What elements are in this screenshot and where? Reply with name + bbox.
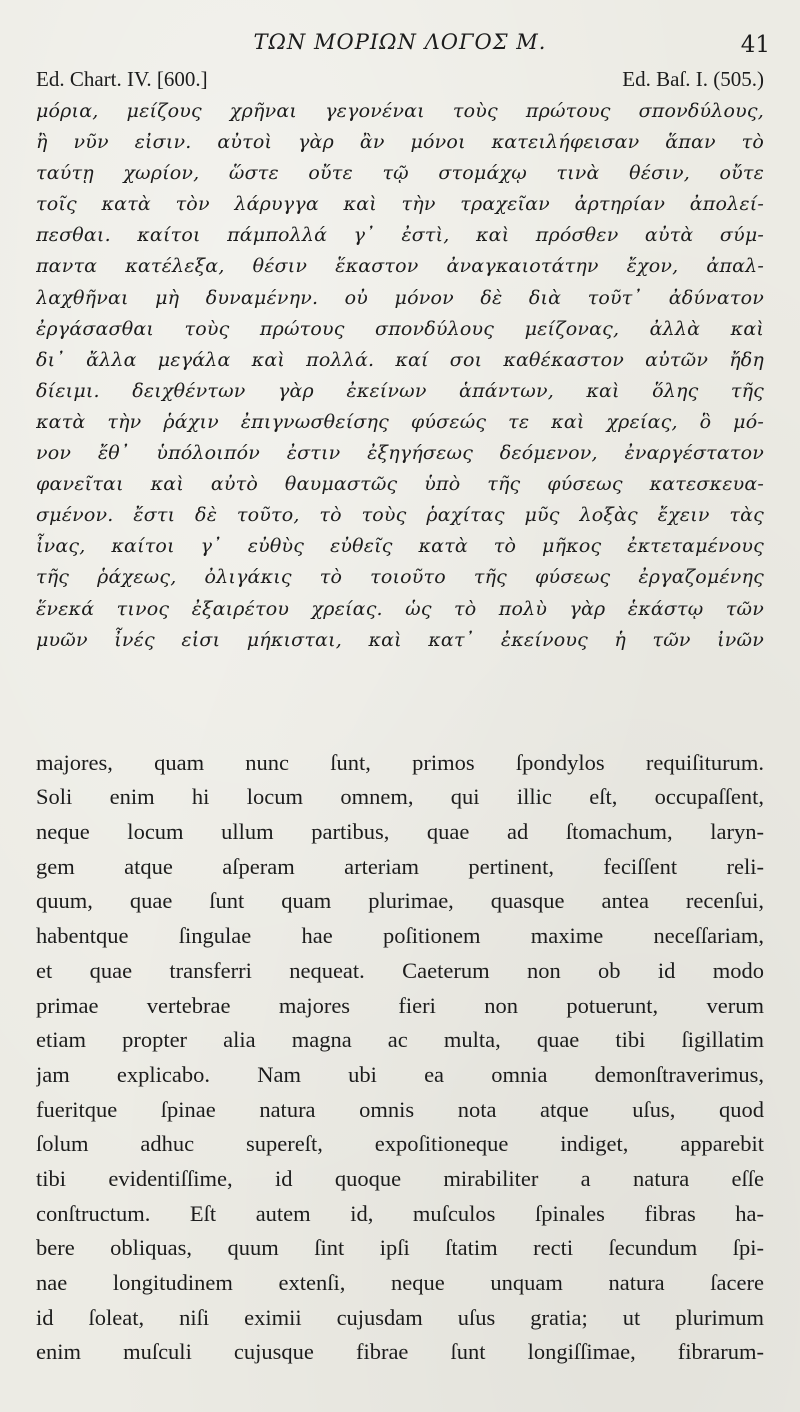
greek-line: μυῶν ἶνές εἰσι μήκισται, καὶ κατ᾽ ἐκείνους ἡ τῶν ἰνῶν bbox=[36, 628, 764, 651]
latin-line: neque locum ullum partibus, quae ad ſtomachum, laryn- bbox=[36, 819, 764, 845]
greek-text-block bbox=[36, 96, 764, 656]
edition-reference-line bbox=[36, 64, 764, 94]
latin-line: nae longitudinem extenſi, neque unquam natura ſacere bbox=[36, 1270, 764, 1295]
greek-line: ἶνας, καίτοι γ᾽ εὐθὺς εὐθεῖς κατὰ τὸ μῆκος ἐκτεταμένους bbox=[36, 535, 764, 558]
latin-line: quum, quae ſunt quam plurimae, quasque antea recenſui, bbox=[36, 888, 764, 914]
greek-line: φανεῖται καὶ αὐτὸ θαυμαστῶς ὑπὸ τῆς φύσεως κατεσκευα- bbox=[36, 473, 764, 496]
edition-reference-left: Ed. Chart. IV. [600.] bbox=[36, 67, 208, 91]
latin-text-block bbox=[36, 746, 764, 1370]
latin-line: jam explicabo. Nam ubi ea omnia demonſtraverimus, bbox=[36, 1061, 764, 1087]
latin-line: et quae transferri nequeat. Caeterum non ob id modo bbox=[36, 957, 764, 983]
latin-line: id ſoleat, niſi eximii cujusdam uſus gratia; ut plurimum bbox=[36, 1304, 764, 1330]
latin-line: Soli enim hi locum omnem, qui illic eſt, occupaſſent, bbox=[36, 784, 764, 810]
latin-line: ſolum adhuc supereſt, expoſitioneque indiget, apparebit bbox=[36, 1131, 764, 1157]
greek-line: νον ἔθ᾽ ὑπόλοιπόν ἐστιν ἐξηγήσεως δεόμενον, ἐναργέστατον bbox=[36, 442, 764, 465]
latin-line: etiam propter alia magna ac multa, quae tibi ſigillatim bbox=[36, 1027, 764, 1053]
latin-line: enim muſculi cujusque fibrae ſunt longiſſimae, fibrarum- bbox=[36, 1339, 764, 1365]
running-title: ΤΩΝ ΜΟΡΙΩΝ ΛΟΓΟΣ Μ. bbox=[253, 30, 547, 54]
greek-line: σμένον. ἔστι δὲ τοῦτο, τὸ τοὺς ῥαχίτας μῦς λοξὰς ἔχειν τὰς bbox=[36, 504, 764, 527]
greek-line: δίειμι. δειχθέντων γὰρ ἐκείνων ἁπάντων, καὶ ὅλης τῆς bbox=[36, 379, 764, 402]
greek-line: ταύτῃ χωρίον, ὥστε οὔτε τῷ στομάχῳ τινὰ θέσιν, οὔτε bbox=[36, 162, 764, 185]
latin-line: habentque ſingulae hae poſitionem maxime neceſſariam, bbox=[36, 923, 764, 949]
greek-line: τῆς ῥάχεως, ὀλιγάκις τὸ τοιοῦτο τῆς φύσεως ἐργαζομένης bbox=[36, 566, 764, 589]
greek-line: τοῖς κατὰ τὸν λάρυγγα καὶ τὴν τραχεῖαν ἀρτηρίαν ἀπολεί- bbox=[36, 193, 764, 216]
latin-line: tibi evidentiſſime, id quoque mirabiliter a natura eſſe bbox=[36, 1165, 764, 1191]
page-number: 41 bbox=[740, 32, 770, 58]
greek-line: λαχθῆναι μὴ δυναμένην. οὐ μόνον δὲ διὰ τοῦτ᾽ ἀδύνατον bbox=[36, 286, 764, 309]
greek-line: ἢ νῦν εἰσιν. αὐτοὶ γὰρ ἂν μόνοι κατειλήφεισαν ἅπαν τὸ bbox=[36, 131, 764, 154]
latin-line: bere obliquas, quum ſint ipſi ſtatim recti ſecundum ſpi- bbox=[36, 1235, 764, 1261]
greek-line: ἕνεκά τινος ἐξαιρέτου χρείας. ὡς τὸ πολὺ γὰρ ἑκάστῳ τῶν bbox=[36, 597, 764, 620]
edition-reference-right: Ed. Baſ. I. (505.) bbox=[622, 67, 764, 91]
latin-line: fueritque ſpinae natura omnis nota atque uſus, quod bbox=[36, 1096, 764, 1122]
latin-line: majores, quam nunc ſunt, primos ſpondylos requiſiturum. bbox=[36, 749, 764, 775]
latin-line: conſtructum. Eſt autem id, muſculos ſpinales fibras ha- bbox=[36, 1200, 764, 1226]
running-head bbox=[36, 28, 770, 64]
greek-line: παντα κατέλεξα, θέσιν ἕκαστον ἀναγκαιοτάτην ἔχον, ἀπαλ- bbox=[36, 255, 764, 278]
latin-line: gem atque aſperam arteriam pertinent, feciſſent reli- bbox=[36, 853, 764, 879]
greek-line: κατὰ τὴν ῥάχιν ἐπιγνωσθείσης φύσεώς τε καὶ χρείας, ὃ μό- bbox=[36, 410, 764, 433]
greek-line: δι᾽ ἄλλα μεγάλα καὶ πολλά. καί σοι καθέκαστον αὐτῶν ἤδη bbox=[36, 348, 764, 371]
greek-line: μόρια, μείζους χρῆναι γεγονέναι τοὺς πρώτους σπονδύλους, bbox=[36, 100, 764, 122]
latin-line: primae vertebrae majores fieri non potuerunt, verum bbox=[36, 992, 764, 1018]
greek-line: ἐργάσασθαι τοὺς πρώτους σπονδύλους μείζονας, ἀλλὰ καὶ bbox=[36, 317, 764, 340]
greek-line: πεσθαι. καίτοι πάμπολλά γ᾽ ἐστὶ, καὶ πρόσθεν αὐτὰ σύμ- bbox=[36, 224, 764, 247]
